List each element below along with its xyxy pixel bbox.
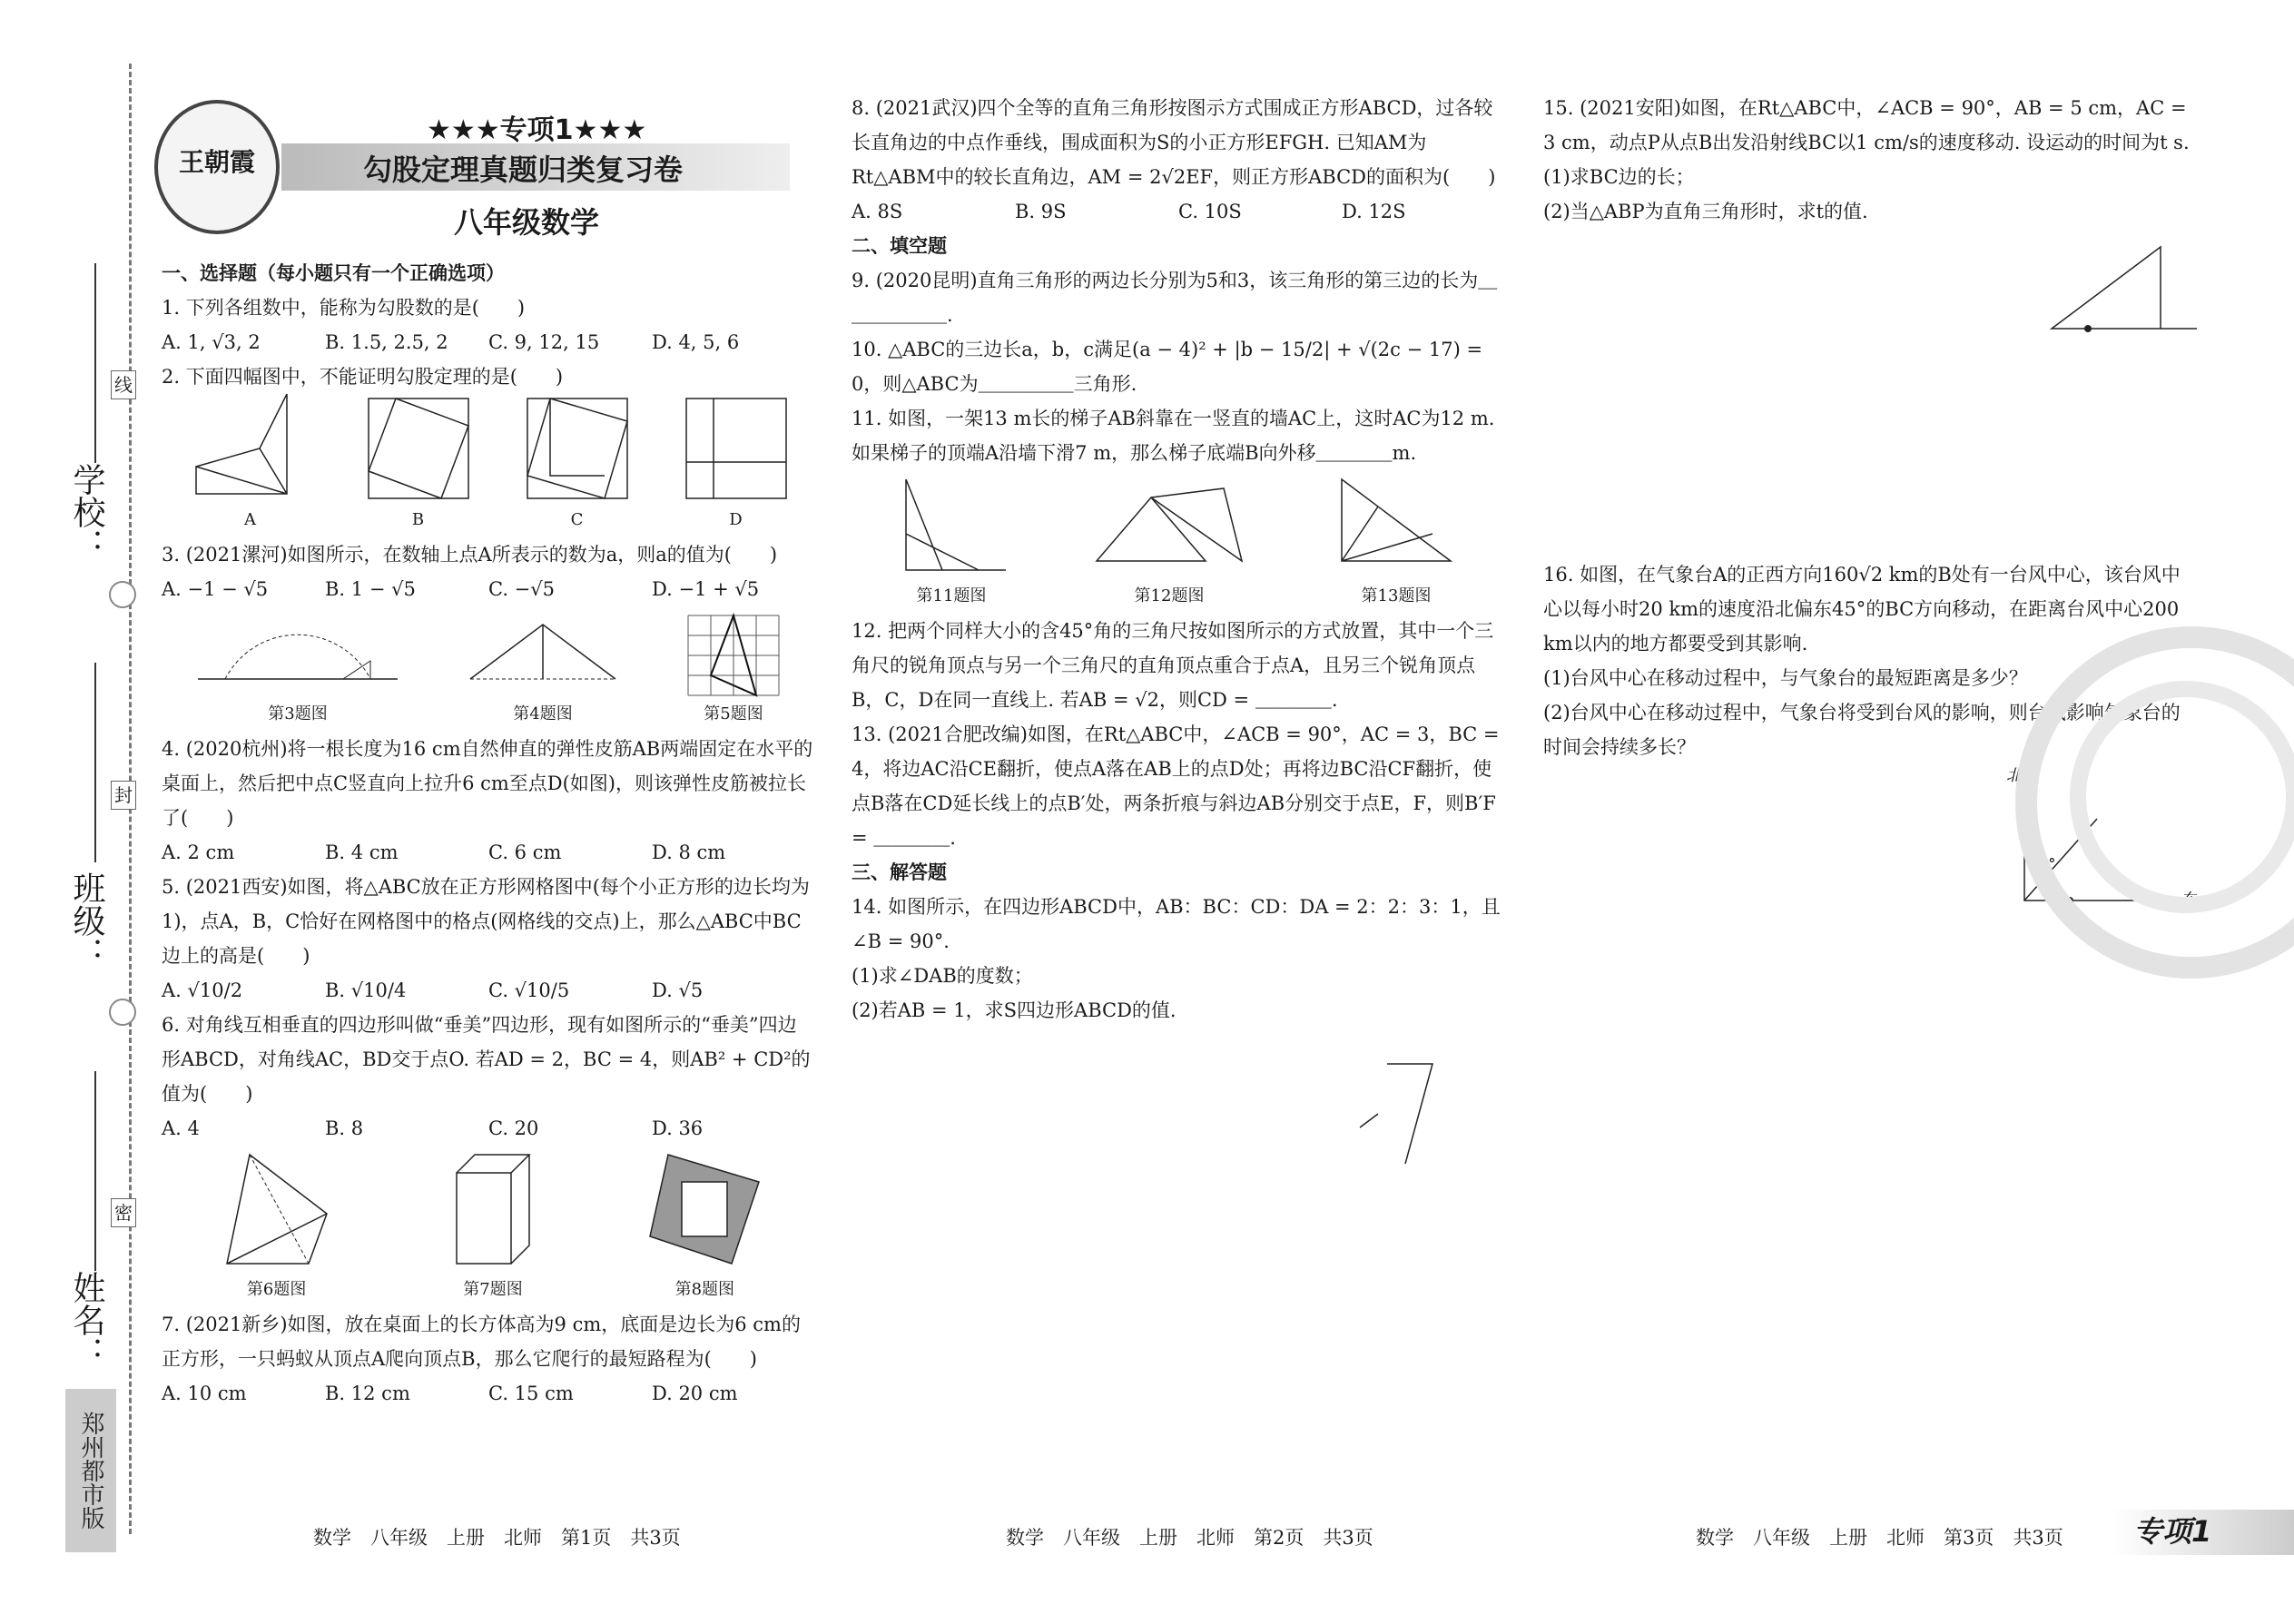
option: A. 4 xyxy=(162,1117,200,1139)
question-5-options xyxy=(162,973,815,1008)
question-13: 13. (2021合肥改编)如图，在Rt△ABC中，∠ACB = 90°，AC = 3，BC = 4，将边AC沿CE翻折，使点A落在AB上的点D处；再将边BC沿CF翻折，使点B落在CD延长线上的点B′处，两条折痕与斜边AB分别交于点E，F，则B′F = ＿＿＿＿. xyxy=(852,723,1500,849)
figure-caption: C xyxy=(570,510,584,529)
figure xyxy=(189,606,407,732)
question-16-part-1: (1)台风中心在移动过程中，与气象台的最短距离是多少？ xyxy=(1543,667,2028,689)
ladder-figure xyxy=(888,470,1015,579)
option: A. 8S xyxy=(852,201,903,222)
square-figure xyxy=(682,394,791,503)
question-15: 15. (2021安阳)如图，在Rt△ABC中，∠ACB = 90°，AB = 5 cm，AC = 3 cm，动点P从点B出发沿射线BC以1 cm/s的速度移动. 设运动的时间为t s. xyxy=(1543,97,2190,153)
column-2 xyxy=(852,91,1505,1220)
option: D. 12S xyxy=(1342,201,1406,222)
question-4: 4. (2020杭州)将一根长度为16 cm自然伸直的弹性皮筋AB两端固定在水平的桌面上，然后把中点C竖直向上拉升6 cm至点D(如图)，则该弹性皮筋被拉长了( ) xyxy=(162,738,813,829)
class-label: 班级： xyxy=(68,871,105,969)
question-9: 9. (2020昆明)直角三角形的两边长分别为5和3，该三角形的第三边的长为＿＿＿＿＿＿. xyxy=(852,270,1498,326)
figure-caption: 第8题图 xyxy=(674,1280,735,1299)
question-6: 6. 对角线互相垂直的四边形叫做“垂美”四边形，现有如图所示的“垂美”四边形ABCD，对角线AC，BD交于点O. 若AD = 2，BC = 4，则AB² + CD²的值为( ) xyxy=(162,1014,811,1105)
edition-label: 郑州都市版 xyxy=(65,1389,116,1552)
section-heading: 一、选择题（每小题只有一个正确选项） xyxy=(162,262,505,284)
number-line-figure xyxy=(189,606,407,697)
trapezoid-figure xyxy=(187,394,314,503)
name-label: 姓名： xyxy=(68,1271,105,1369)
question-14-part-2: (2)若AB = 1，求S四边形ABCD的值. xyxy=(852,999,1177,1021)
option: C. −√5 xyxy=(488,578,556,600)
option: C. √10/5 xyxy=(488,979,570,1001)
figure-caption: 第7题图 xyxy=(463,1280,523,1299)
brand-logo: 王朝霞 xyxy=(154,100,280,234)
name-field xyxy=(94,1071,96,1271)
option: C. 6 cm xyxy=(488,842,562,863)
seal-icon xyxy=(109,999,136,1026)
option: B. 1.5, 2.5, 2 xyxy=(325,331,448,353)
question-6-options xyxy=(162,1111,815,1146)
figure xyxy=(888,470,1015,614)
school-label: 学校： xyxy=(68,463,105,561)
question-8-options xyxy=(852,194,1505,229)
question-15-figure xyxy=(1543,229,2197,347)
figures-6-8 xyxy=(162,1146,815,1307)
figure-caption: 第12题图 xyxy=(1134,586,1205,605)
figure-caption: D xyxy=(729,510,743,529)
question-16: 16. 如图，在气象台A的正西方向160√2 km的B处有一台风中心，该台风中心以每小时20 km的速度沿北偏东45°的BC方向移动，在距离台风中心200 km以内的地方都要受到其影响. xyxy=(1543,564,2181,655)
quadrilateral-figure xyxy=(209,1146,345,1273)
seal-mark: 封 xyxy=(111,781,136,810)
figure xyxy=(461,606,625,732)
square-figure xyxy=(523,394,632,503)
option: D. −1 + √5 xyxy=(652,578,760,600)
secret-mark: 密 xyxy=(111,1198,136,1227)
figure-caption: 第4题图 xyxy=(513,704,573,723)
squares-figure xyxy=(641,1146,768,1273)
watermark-seal xyxy=(2070,681,2294,913)
folding-figure xyxy=(1324,470,1469,579)
school-field xyxy=(94,263,96,463)
figure-caption: B xyxy=(411,510,425,529)
option: A. 10 cm xyxy=(162,1383,247,1404)
figure-caption: 第3题图 xyxy=(268,704,328,723)
question-14: 14. 如图所示，在四边形ABCD中，AB：BC：CD：DA = 2：2：3：1，且∠B = 90°. xyxy=(852,896,1501,952)
option: A. √10/2 xyxy=(162,979,243,1001)
option: D. 20 cm xyxy=(652,1383,738,1404)
question-12: 12. 把两个同样大小的含45°角的三角尺按如图所示的方式放置，其中一个三角尺的锐角顶点与另一个三角尺的直角顶点重合于点A，且另三个锐角顶点B，C，D在同一直线上. 若AB = √2，则CD = ＿＿＿＿. xyxy=(852,620,1494,711)
option: C. 10S xyxy=(1178,201,1242,222)
footer-page-2: 数学 八年级 上册 北师 第2页 共3页 xyxy=(1006,1527,1373,1549)
question-7-options xyxy=(162,1376,815,1411)
figure xyxy=(364,394,473,537)
question-8: 8. (2021武汉)四个全等的直角三角形按图示方式围成正方形ABCD，过各较长直角边的中点作垂线，围成面积为S的小正方形EFGH. 已知AM为Rt△ABM中的较长直角边，AM = 2√2EF，则正方形ABCD的面积为( ) xyxy=(852,97,1496,188)
section-heading: 二、填空题 xyxy=(852,235,947,257)
question-1: 1. 下列各组数中，能称为勾股数的是( ) xyxy=(162,297,526,319)
question-4-options xyxy=(162,835,815,870)
figure xyxy=(438,1146,547,1307)
figure-caption: 第11题图 xyxy=(916,586,987,605)
topic-label: ★★★专项1★★★ xyxy=(427,114,647,146)
question-1-options xyxy=(162,325,815,359)
option: B. √10/4 xyxy=(325,979,407,1001)
option: C. 15 cm xyxy=(488,1383,574,1404)
figure-caption: 第13题图 xyxy=(1361,586,1432,605)
question-2-figures xyxy=(162,394,815,537)
figure-caption: 第5题图 xyxy=(704,704,763,723)
figure xyxy=(1324,470,1469,614)
page-title: 勾股定理真题归类复习卷 xyxy=(363,153,684,187)
option: B. 4 cm xyxy=(325,842,399,863)
angle-label: 45° xyxy=(2030,855,2056,872)
set-squares-figure xyxy=(1088,470,1251,579)
square-figure xyxy=(364,394,473,503)
figures-3-5 xyxy=(162,606,815,732)
option: C. 20 xyxy=(488,1117,539,1139)
figure xyxy=(187,394,314,537)
corner-label: 专项1 xyxy=(2133,1514,2212,1549)
seal-icon xyxy=(109,581,136,608)
line-mark: 线 xyxy=(111,370,136,399)
column-1 xyxy=(162,256,815,1411)
question-11: 11. 如图，一架13 m长的梯子AB斜靠在一竖直的墙AC上，这时AC为12 m. 如果梯子的顶端A沿墙下滑7 m，那么梯子底端B向外移＿＿＿＿m. xyxy=(852,408,1495,464)
option: C. 9, 12, 15 xyxy=(488,331,600,353)
option: A. 2 cm xyxy=(162,842,235,863)
question-15-part-2: (2)当△ABP为直角三角形时，求t的值. xyxy=(1543,201,1868,222)
question-15-part-1: (1)求BC边的长； xyxy=(1543,166,1695,188)
figure xyxy=(1088,470,1251,614)
question-5: 5. (2021西安)如图，将△ABC放在正方形网格图中(每个小正方形的边长均为1)，点A，B，C恰好在网格图中的格点(网格线的交点)上，那么△ABC中BC边上的高是( ) xyxy=(162,876,810,967)
option: B. 1 − √5 xyxy=(325,578,416,600)
question-7: 7. (2021新乡)如图，放在桌面上的长方体高为9 cm，底面是边长为6 cm的正方形，一只蚂蚁从顶点A爬向顶点B，那么它爬行的最短路程为( ) xyxy=(162,1314,801,1370)
figure xyxy=(523,394,632,537)
question-16-part-2: (2)台风中心在移动过程中，气象台将受到台风的影响，则台风影响气象台的时间会持续多长？ xyxy=(1543,702,2181,758)
question-2: 2. 下面四幅图中，不能证明勾股定理的是( ) xyxy=(162,366,564,388)
question-14-figure xyxy=(852,1028,1505,1209)
option: A. 1, √3, 2 xyxy=(162,331,261,353)
question-3-options xyxy=(162,572,815,606)
figure xyxy=(679,606,788,732)
question-3: 3. (2021漯河)如图所示，在数轴上点A所表示的数为a，则a的值为( ) xyxy=(162,544,778,566)
option: B. 9S xyxy=(1015,201,1067,222)
option: D. √5 xyxy=(652,979,704,1001)
section-heading: 三、解答题 xyxy=(852,861,947,883)
footer-page-3: 数学 八年级 上册 北师 第3页 共3页 xyxy=(1696,1527,2063,1549)
question-14-part-1: (1)求∠DAB的度数； xyxy=(852,965,1033,987)
option: B. 8 xyxy=(325,1117,364,1139)
figure xyxy=(682,394,791,537)
question-10: 10. △ABC的三边长a，b，c满足(a − 4)² + |b − 15/2| + √(2c − 17) = 0，则△ABC为＿＿＿＿＿三角形. xyxy=(852,339,1483,395)
page-subtitle: 八年级数学 xyxy=(454,205,600,240)
figure-caption: 第6题图 xyxy=(246,1280,307,1299)
option: D. 36 xyxy=(652,1117,704,1139)
figure-caption: A xyxy=(244,510,256,529)
option: B. 12 cm xyxy=(325,1383,410,1404)
figure xyxy=(641,1146,768,1307)
option: D. 8 cm xyxy=(652,842,726,863)
north-label: 北 xyxy=(2006,766,2023,785)
east-label: 东 xyxy=(2181,891,2197,910)
grid-figure xyxy=(679,606,788,697)
figures-11-13 xyxy=(852,470,1505,614)
figure xyxy=(209,1146,345,1307)
cuboid-figure xyxy=(438,1146,547,1273)
elastic-band-figure xyxy=(461,606,625,697)
option: A. −1 − √5 xyxy=(162,578,269,600)
option: D. 4, 5, 6 xyxy=(652,331,740,353)
footer-page-1: 数学 八年级 上册 北师 第1页 共3页 xyxy=(313,1527,681,1549)
class-field xyxy=(94,663,96,862)
